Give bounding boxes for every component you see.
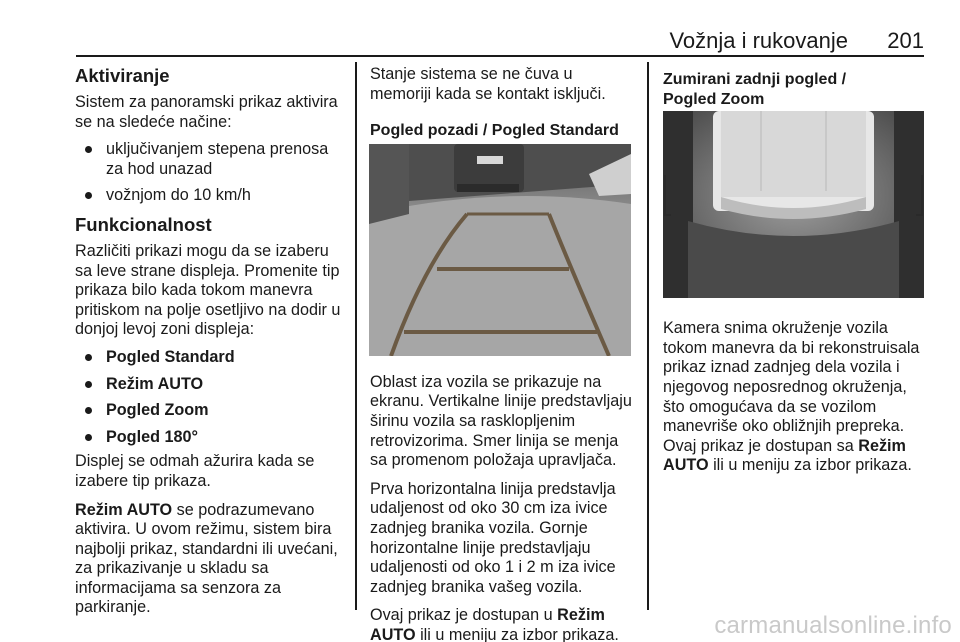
para3-post: ili u meniju za izbor prikaza. xyxy=(415,625,619,642)
list-item: Pogled Zoom xyxy=(75,401,345,421)
standard-para-2: Prva horizontalna linija predstavlja udaljenost od oko 30 cm iza ivice zadnjeg branika vozila. Gornje horizontalne linije predstavljaju udaljenosti od oko 1 i 2 m iza ivice zadnjeg branika vašeg vozila. xyxy=(370,479,616,596)
column-divider-2 xyxy=(647,62,649,610)
zoom-heading-line2: Pogled Zoom xyxy=(663,90,765,108)
function-heading: Funkcionalnost xyxy=(75,213,212,235)
header-rule xyxy=(76,55,924,57)
section-title: Vožnja i rukovanje xyxy=(669,28,848,53)
zoom-para2-bold: Režim AUTO xyxy=(663,436,906,475)
function-intro: Različiti prikazi mogu da se izaberu sa leve strane displeja. Promenite tip prikaza bilo kada tokom manevra pritiskom na polje osetljivo na dodir u donjoj levoj zoni displeja: xyxy=(75,241,341,339)
zoom-para2-pre: Ovaj prikaz je dostupan sa xyxy=(663,436,859,455)
list-item: Pogled Standard xyxy=(75,348,345,368)
list-item: vožnjom do 10 km/h xyxy=(75,186,345,206)
standard-para-1: Oblast iza vozila se prikazuje na ekranu. Vertikalne linije predstavljaju širinu vozila sa rasklopljenim retrovizorima. Smer linija se menja sa promenom položaja upravljača. xyxy=(370,372,632,470)
rear-camera-standard-image xyxy=(369,144,631,356)
list-item: Pogled 180° xyxy=(75,428,345,448)
auto-paragraph xyxy=(75,501,345,619)
zoom-heading-line1: Zumirani zadnji pogled / xyxy=(663,71,847,88)
page-header xyxy=(0,0,960,58)
view-list xyxy=(75,348,345,447)
activation-intro: Sistem za panoramski prikaz aktivira se na sledeće načine: xyxy=(75,93,338,131)
standard-para-3 xyxy=(370,606,635,642)
standard-heading: Pogled pozadi / Pogled Standard xyxy=(370,122,619,140)
activation-list xyxy=(75,140,345,206)
para3-bold: Režim AUTO xyxy=(370,606,605,642)
column-1 xyxy=(75,62,345,618)
list-item: Režim AUTO xyxy=(75,375,345,395)
auto-text: se podrazumevano aktivira. U ovom režimu, sistem bira najbolji prikaz, standardni ili uvećani, za prikazivanje u skladu sa informacijama sa senzora za parkiranje. xyxy=(75,500,338,617)
memory-text: Stanje sistema se ne čuva u memoriji kada se kontakt isključi. xyxy=(370,65,606,103)
para3-pre: Ovaj prikaz je dostupan u xyxy=(370,606,558,625)
column-divider-1 xyxy=(355,62,357,610)
page-number: 201 xyxy=(887,28,924,53)
zoom-para-2 xyxy=(663,437,925,476)
rear-camera-zoom-image xyxy=(663,111,924,298)
auto-bold: Režim AUTO xyxy=(75,500,173,519)
watermark: carmanualsonline.info xyxy=(714,612,952,639)
update-text: Displej se odmah ažurira kada se izabere tip prikaza. xyxy=(75,452,315,490)
activation-heading: Aktiviranje xyxy=(75,65,170,86)
list-item: uključivanjem stepena prenosa za hod unazad xyxy=(75,140,345,179)
zoom-para2-post: ili u meniju za izbor prikaza. xyxy=(708,456,912,475)
zoom-para-1: Kamera snima okruženje vozila tokom manevra da bi rekonstruisala prikaz iznad zadnjeg dela vozila i njegovog neposrednog okruženja, što omogućava da se vozilom manevriše oko obližnjih prepreka. xyxy=(663,319,920,436)
